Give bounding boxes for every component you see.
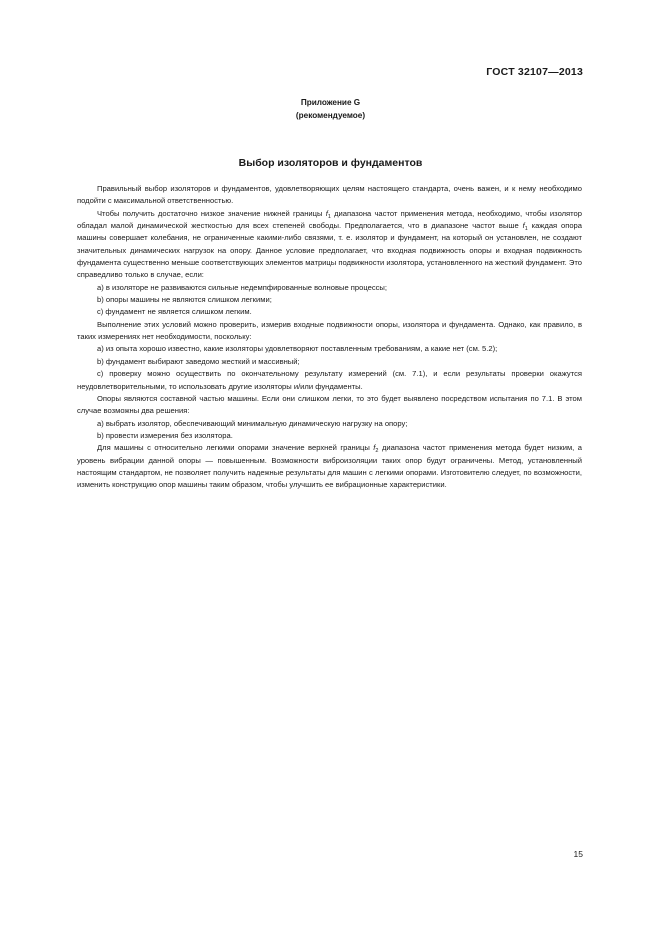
paragraph-4: Опоры являются составной частью машины. Если они слишком легки, то это будет выявлено посредством испытания по 7.1. В этом случае возможны два решения: (77, 393, 582, 416)
list-item-c: c) фундамент не является слишком легким. (97, 307, 252, 317)
list-item-b3: b) провести измерения без изолятора. (97, 430, 233, 440)
annex-heading (0, 96, 661, 122)
document-code: ГОСТ 32107—2013 (486, 66, 583, 78)
annex-label: Приложение G (300, 98, 361, 107)
paragraph-5: Для машины с относительно легкими опорами значение верхней границы $f_2$ диапазона частот применения метода будет низким, а уровень вибрации данной опоры — повышенным. Возможности виброизоляции таких опор будут ограничены. Метод, установленный настоящим стандартом, не позволяет получить надежные результаты для машин с легкими опорами. Изготовителю следует, по возможности, изменить конструкцию опор машины таким образом, чтобы улучшить ее вибрационные характеристики. (77, 443, 582, 490)
list-item-b: b) опоры машины не являются слишком легкими; (97, 295, 272, 305)
paragraph-2: Чтобы получить достаточно низкое значение нижней границы $f_1$ диапазона частот применения метода, необходимо, чтобы изолятор обладал малой динамической жесткостью для всех степеней свободы. Предполагается, что в диапазоне частот выше $f_1$ каждая опора машины совершает колебания, не ограниченные какими-либо связями, т. е. изолятор и фундамент, на который он установлен, не создают значительных динамических нагрузок на опору. Данное условие предполагает, что входная подвижность опоры и входная подвижность фундамента существенно меньше соответствующих элементов матрицы подвижности изолятора, установленного на жесткий фундамент. Это справедливо только в случае, если: (77, 208, 583, 280)
list-item-a: a) в изоляторе не развиваются сильные недемпфированные волновые процессы; (97, 282, 387, 292)
list-item-c2: c) проверку можно осуществить по окончательному результату измерений (см. 7.1), и если результаты проверки окажутся неудовлетворительными, то использовать другие изоляторы и/или фундаменты. (77, 369, 582, 391)
section-title: Выбор изоляторов и фундаментов (238, 157, 423, 169)
page-number: 15 (573, 849, 583, 859)
list-item-a3: a) выбрать изолятор, обеспечивающий минимальную динамическую нагрузку на опору; (97, 418, 408, 428)
list-item-b2: b) фундамент выбирают заведомо жесткий и массивный; (97, 356, 300, 366)
paragraph-1: Правильный выбор изоляторов и фундаментов, удовлетворяющих целям настоящего стандарта, очень важен, и к нему необходимо подойти с максимальной ответственностью. (77, 184, 582, 206)
list-item-a2: a) из опыта хорошо известно, какие изоляторы удовлетворяют поставленным требованиям, а какие нет (см. 5.2); (97, 344, 498, 354)
annex-status: (рекомендуемое) (295, 111, 366, 120)
paragraph-3: Выполнение этих условий можно проверить, измерив входные подвижности опоры, изолятора и фундамента. Однако, как правило, в таких измерениях нет необходимости, поскольку: (77, 319, 582, 342)
body-content (77, 183, 582, 492)
